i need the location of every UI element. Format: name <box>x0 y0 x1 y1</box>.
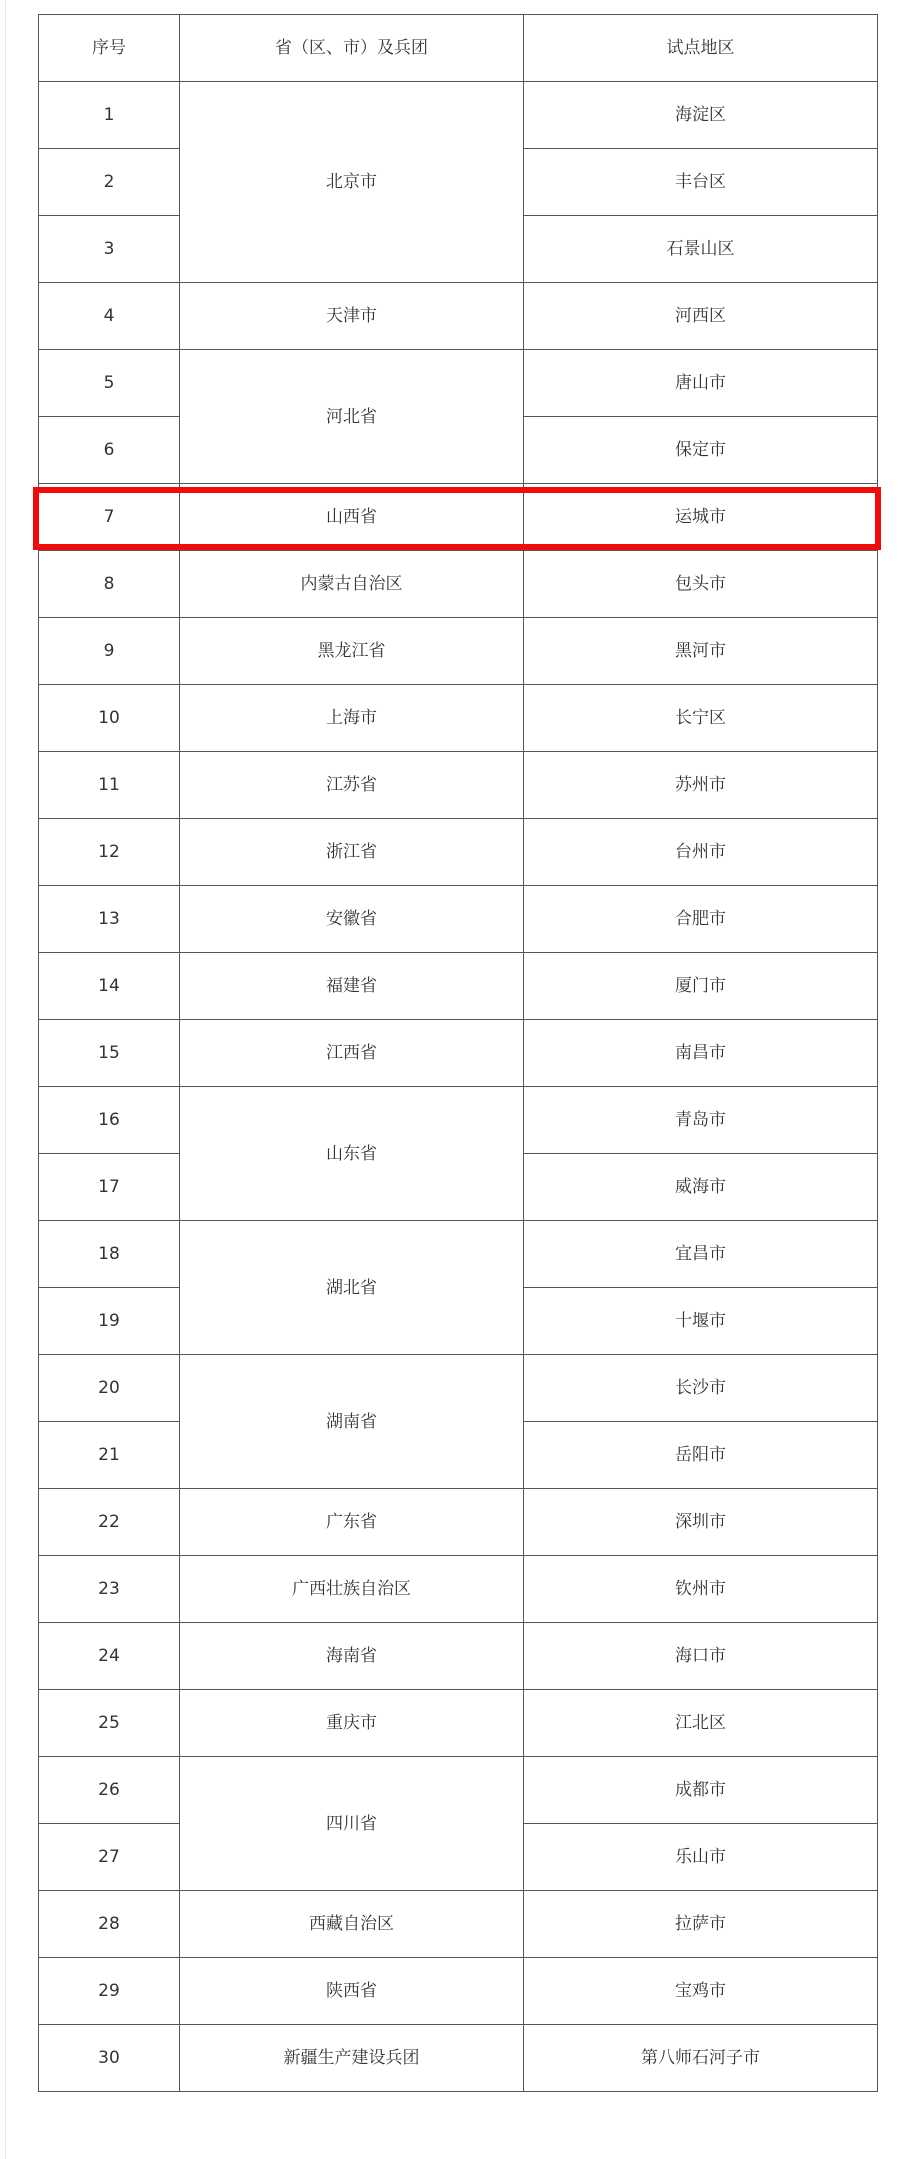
table-row <box>39 551 878 618</box>
cell-no: 13 <box>39 886 180 953</box>
cell-pilot: 岳阳市 <box>524 1422 878 1489</box>
header-region: 省（区、市）及兵团 <box>180 15 524 82</box>
cell-region: 重庆市 <box>180 1690 524 1757</box>
table-row <box>39 618 878 685</box>
header-pilot: 试点地区 <box>524 15 878 82</box>
cell-pilot: 南昌市 <box>524 1020 878 1087</box>
cell-pilot: 拉萨市 <box>524 1891 878 1958</box>
table-row <box>39 283 878 350</box>
cell-no: 11 <box>39 752 180 819</box>
cell-region: 天津市 <box>180 283 524 350</box>
cell-no: 28 <box>39 1891 180 1958</box>
cell-region: 陕西省 <box>180 1958 524 2025</box>
cell-region: 内蒙古自治区 <box>180 551 524 618</box>
table-row <box>39 1757 878 1824</box>
table-row <box>39 1087 878 1154</box>
cell-no: 23 <box>39 1556 180 1623</box>
table-row <box>39 1623 878 1690</box>
cell-pilot: 成都市 <box>524 1757 878 1824</box>
table-header-row <box>39 15 878 82</box>
table-row <box>39 953 878 1020</box>
cell-pilot: 钦州市 <box>524 1556 878 1623</box>
cell-no: 7 <box>39 484 180 551</box>
cell-region: 山西省 <box>180 484 524 551</box>
cell-region: 黑龙江省 <box>180 618 524 685</box>
cell-pilot: 江北区 <box>524 1690 878 1757</box>
cell-no: 12 <box>39 819 180 886</box>
table-row <box>39 1690 878 1757</box>
cell-no: 1 <box>39 82 180 149</box>
table-row <box>39 2025 878 2092</box>
cell-region: 江西省 <box>180 1020 524 1087</box>
cell-region: 山东省 <box>180 1087 524 1221</box>
page-left-edge <box>5 0 6 2159</box>
cell-no: 5 <box>39 350 180 417</box>
cell-pilot: 石景山区 <box>524 216 878 283</box>
cell-pilot: 深圳市 <box>524 1489 878 1556</box>
table-row <box>39 1891 878 1958</box>
table-row <box>39 819 878 886</box>
table-row <box>39 1958 878 2025</box>
cell-pilot: 合肥市 <box>524 886 878 953</box>
cell-pilot: 长宁区 <box>524 685 878 752</box>
cell-region: 北京市 <box>180 82 524 283</box>
cell-region: 江苏省 <box>180 752 524 819</box>
cell-region: 广东省 <box>180 1489 524 1556</box>
cell-pilot: 苏州市 <box>524 752 878 819</box>
cell-no: 6 <box>39 417 180 484</box>
table-row <box>39 1556 878 1623</box>
cell-region: 浙江省 <box>180 819 524 886</box>
cell-region: 上海市 <box>180 685 524 752</box>
table-row <box>39 350 878 417</box>
header-no: 序号 <box>39 15 180 82</box>
cell-region: 海南省 <box>180 1623 524 1690</box>
cell-pilot: 黑河市 <box>524 618 878 685</box>
cell-no: 4 <box>39 283 180 350</box>
cell-no: 8 <box>39 551 180 618</box>
cell-pilot: 海口市 <box>524 1623 878 1690</box>
cell-pilot: 宝鸡市 <box>524 1958 878 2025</box>
cell-pilot: 宜昌市 <box>524 1221 878 1288</box>
cell-region: 湖北省 <box>180 1221 524 1355</box>
cell-no: 21 <box>39 1422 180 1489</box>
table-row <box>39 1489 878 1556</box>
cell-pilot: 乐山市 <box>524 1824 878 1891</box>
cell-no: 3 <box>39 216 180 283</box>
cell-no: 2 <box>39 149 180 216</box>
cell-pilot: 威海市 <box>524 1154 878 1221</box>
cell-pilot: 厦门市 <box>524 953 878 1020</box>
pilot-regions-table <box>38 14 878 2092</box>
cell-no: 29 <box>39 1958 180 2025</box>
table-row <box>39 752 878 819</box>
cell-no: 20 <box>39 1355 180 1422</box>
cell-pilot: 丰台区 <box>524 149 878 216</box>
cell-pilot: 唐山市 <box>524 350 878 417</box>
cell-no: 27 <box>39 1824 180 1891</box>
cell-pilot: 运城市 <box>524 484 878 551</box>
cell-no: 26 <box>39 1757 180 1824</box>
cell-no: 9 <box>39 618 180 685</box>
cell-no: 16 <box>39 1087 180 1154</box>
cell-region: 广西壮族自治区 <box>180 1556 524 1623</box>
cell-pilot: 包头市 <box>524 551 878 618</box>
cell-no: 14 <box>39 953 180 1020</box>
cell-region: 福建省 <box>180 953 524 1020</box>
cell-no: 22 <box>39 1489 180 1556</box>
cell-pilot: 第八师石河子市 <box>524 2025 878 2092</box>
cell-pilot: 台州市 <box>524 819 878 886</box>
cell-pilot: 海淀区 <box>524 82 878 149</box>
cell-no: 18 <box>39 1221 180 1288</box>
table-row <box>39 685 878 752</box>
cell-no: 19 <box>39 1288 180 1355</box>
cell-no: 30 <box>39 2025 180 2092</box>
cell-region: 西藏自治区 <box>180 1891 524 1958</box>
cell-no: 10 <box>39 685 180 752</box>
table-row <box>39 886 878 953</box>
table-row <box>39 484 878 551</box>
cell-pilot: 青岛市 <box>524 1087 878 1154</box>
table-body <box>39 82 878 2092</box>
cell-region: 新疆生产建设兵团 <box>180 2025 524 2092</box>
cell-region: 四川省 <box>180 1757 524 1891</box>
cell-pilot: 长沙市 <box>524 1355 878 1422</box>
cell-region: 河北省 <box>180 350 524 484</box>
cell-region: 湖南省 <box>180 1355 524 1489</box>
cell-no: 15 <box>39 1020 180 1087</box>
cell-no: 24 <box>39 1623 180 1690</box>
cell-region: 安徽省 <box>180 886 524 953</box>
cell-pilot: 十堰市 <box>524 1288 878 1355</box>
cell-no: 25 <box>39 1690 180 1757</box>
table-row <box>39 82 878 149</box>
table-row <box>39 1221 878 1288</box>
table-row <box>39 1355 878 1422</box>
cell-pilot: 保定市 <box>524 417 878 484</box>
table-row <box>39 1020 878 1087</box>
cell-pilot: 河西区 <box>524 283 878 350</box>
cell-no: 17 <box>39 1154 180 1221</box>
